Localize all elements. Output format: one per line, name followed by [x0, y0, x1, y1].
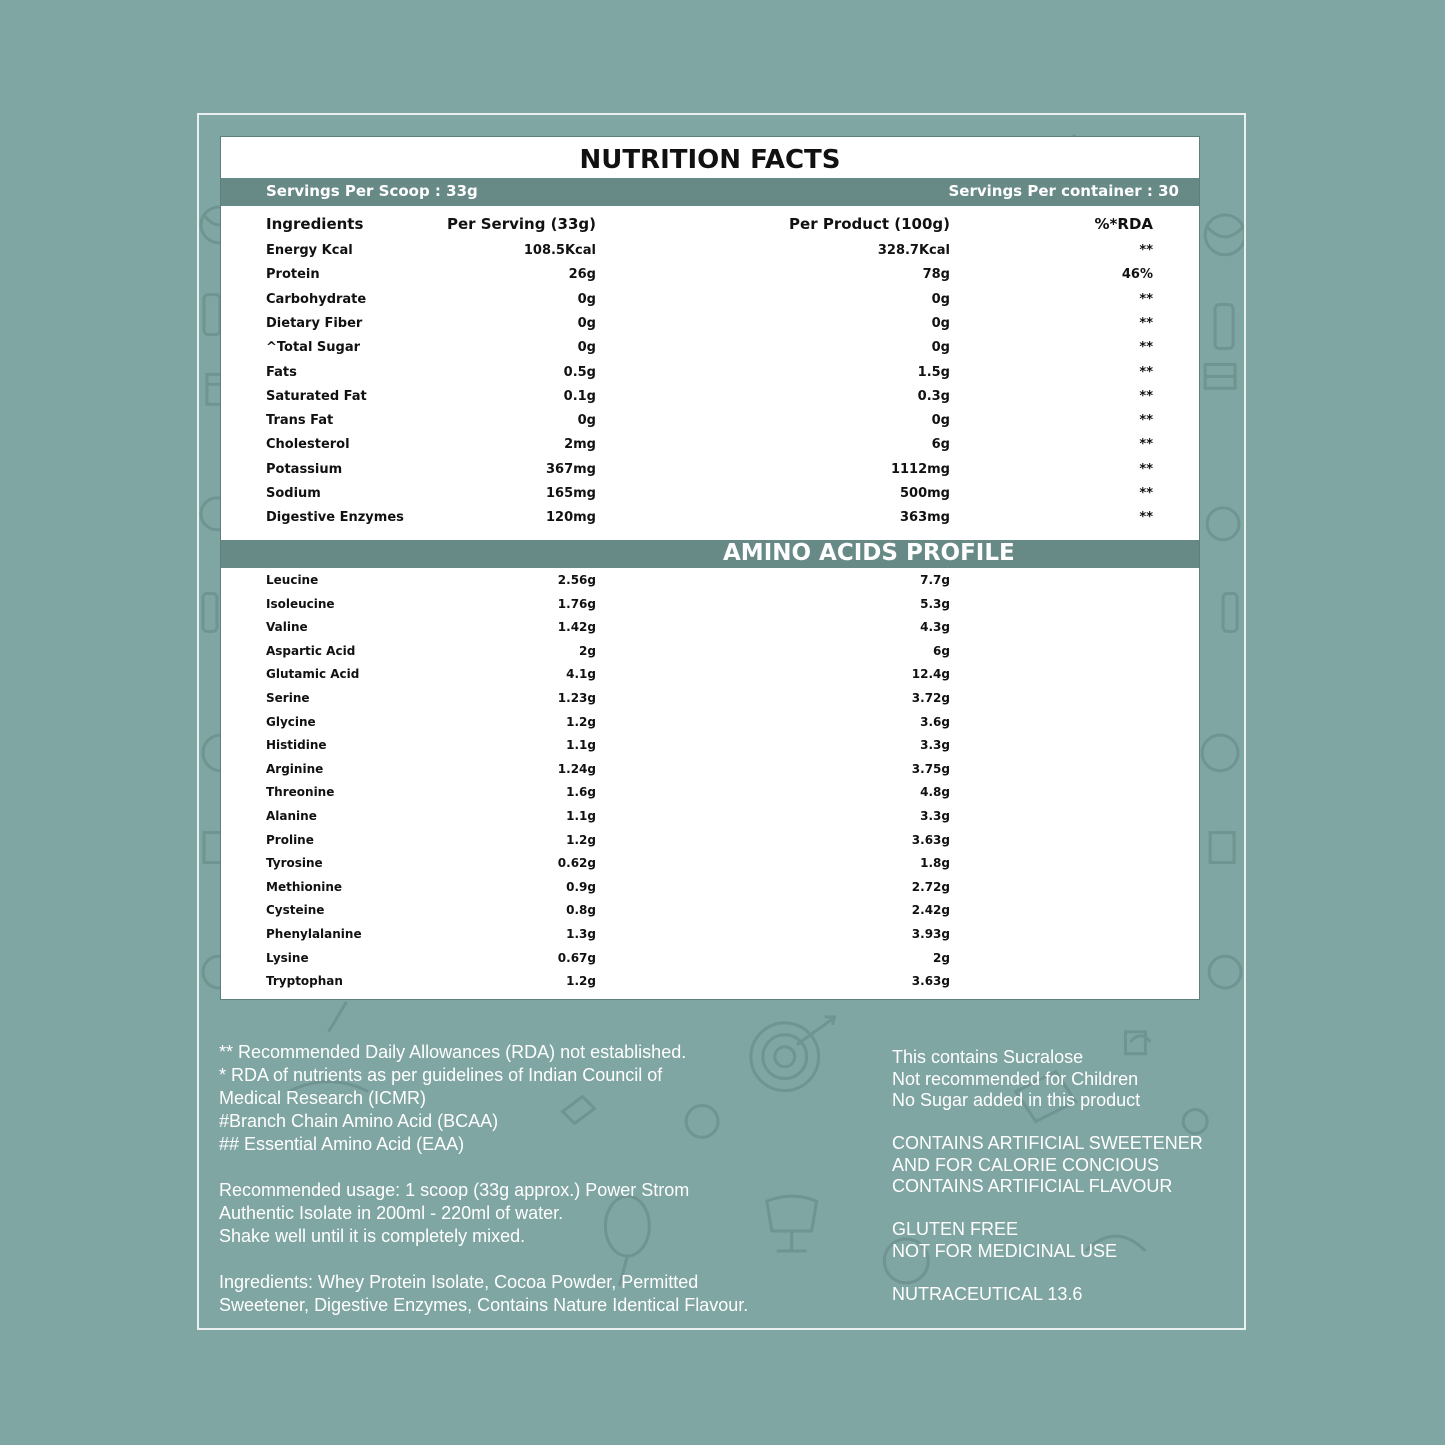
ingredients-line2: Sweetener, Digestive Enzymes, Contains Nature Identical Flavour.: [219, 1295, 749, 1315]
amino-name: Tyrosine: [266, 856, 323, 871]
nutrient-row: [221, 486, 1199, 506]
usage-line1: Recommended usage: 1 scoop (33g approx.) Power Strom: [219, 1180, 690, 1200]
amino-per-product: 3.93g: [911, 927, 950, 941]
amino-per-product: 4.3g: [920, 620, 950, 635]
nutrient-row: [221, 340, 1199, 360]
amino-row: [221, 762, 1199, 782]
amino-per-serving: 1.1g: [566, 738, 596, 753]
amino-per-serving: 0.8g: [566, 903, 596, 918]
amino-per-serving: 0.62g: [557, 856, 596, 871]
nutrient-name: Dietary Fiber: [266, 315, 363, 331]
usage-line2: Authentic Isolate in 200ml - 220ml of water.: [219, 1203, 564, 1223]
amino-row: [221, 974, 1199, 994]
nutrient-per-serving: 2mg: [564, 437, 596, 453]
amino-row: [221, 951, 1199, 971]
amino-per-serving: 1.3g: [566, 927, 596, 941]
amino-name: Glutamic Acid: [266, 667, 360, 682]
amino-per-serving: 1.76g: [557, 596, 596, 611]
nutrient-per-serving: 0g: [577, 291, 596, 307]
amino-row: [221, 833, 1199, 853]
nutrient-name: Cholesterol: [266, 437, 350, 453]
amino-per-product: 3.72g: [911, 691, 950, 705]
amino-per-serving: 1.6g: [566, 785, 596, 800]
nutrient-rda: **: [1139, 461, 1153, 477]
nutrient-row: [221, 316, 1199, 336]
nutrient-row: [221, 365, 1199, 385]
amino-row: [221, 644, 1199, 664]
nutrient-name: Sodium: [266, 486, 321, 501]
nutrient-per-serving: 0g: [577, 413, 596, 429]
header-rda: %*RDA: [1094, 215, 1153, 233]
amino-name: Leucine: [266, 573, 319, 587]
amino-name: Cysteine: [266, 903, 325, 918]
amino-per-product: 4.8g: [920, 785, 950, 800]
nutrient-per-product: 1112mg: [890, 461, 950, 477]
nutrition-facts-title: NUTRITION FACTS: [579, 145, 841, 175]
nutrient-rda: **: [1139, 340, 1153, 356]
amino-row: [221, 738, 1199, 758]
nutrient-name: Saturated Fat: [266, 388, 367, 404]
nutrient-name: ^Total Sugar: [266, 340, 361, 356]
amino-per-serving: 1.2g: [566, 974, 596, 989]
nutrient-name: Energy Kcal: [266, 243, 353, 258]
nutrient-name: Protein: [266, 267, 320, 283]
rda-note: ** Recommended Daily Allowances (RDA) not established.: [219, 1042, 687, 1062]
amino-per-serving: 1.23g: [557, 691, 596, 705]
amino-band: [221, 540, 1199, 568]
nutrient-per-product: 0.3g: [917, 388, 950, 404]
sweetener-note: CONTAINS ARTIFICIAL SWEETENER: [892, 1133, 1203, 1153]
amino-per-serving: 1.24g: [557, 761, 596, 776]
amino-per-product: 3.63g: [911, 832, 950, 847]
nutrient-per-product: 363mg: [900, 510, 950, 526]
nutrient-rda: **: [1139, 291, 1153, 307]
header-per-product: Per Product (100g): [789, 215, 950, 233]
nutrient-rda: **: [1139, 364, 1153, 380]
nutrition-facts-panel: [220, 136, 1200, 1000]
nutrient-per-serving: 0.5g: [563, 364, 596, 380]
notes-left: [219, 1041, 839, 1317]
amino-name: Methionine: [266, 879, 343, 894]
nutrient-name: Digestive Enzymes: [266, 510, 404, 526]
nutrient-row: [221, 267, 1199, 287]
nutrient-per-serving: 0g: [577, 340, 596, 356]
nutrient-per-serving: 26g: [568, 267, 596, 283]
servings-per-scoop: Servings Per Scoop : 33g: [266, 182, 478, 200]
nutrient-per-product: 500mg: [900, 486, 950, 501]
children-note: Not recommended for Children: [892, 1068, 1139, 1089]
nutrient-per-product: 1.5g: [917, 364, 950, 380]
amino-per-product: 2g: [933, 950, 950, 965]
nutraceutical-note: NUTRACEUTICAL 13.6: [892, 1283, 1083, 1304]
amino-per-product: 3.63g: [911, 974, 950, 989]
nutrient-per-serving: 120mg: [546, 510, 596, 526]
nutrient-row: [221, 292, 1199, 312]
amino-row: [221, 903, 1199, 923]
nutrient-per-serving: 367mg: [546, 461, 596, 477]
amino-per-product: 7.7g: [920, 573, 950, 587]
amino-row: [221, 785, 1199, 805]
nutrient-name: Trans Fat: [266, 413, 334, 429]
amino-per-product: 3.6g: [920, 714, 950, 729]
amino-per-serving: 1.42g: [557, 620, 596, 635]
nutrient-per-serving: 0g: [577, 315, 596, 331]
amino-name: Serine: [266, 691, 310, 705]
header-ingredients: Ingredients: [266, 215, 364, 233]
amino-per-product: 3.75g: [911, 761, 950, 776]
usage-line3: Shake well until it is completely mixed.: [219, 1226, 526, 1246]
nutrient-rda: 46%: [1121, 267, 1153, 283]
amino-name: Alanine: [266, 809, 317, 823]
nutrient-row: [221, 389, 1199, 409]
gluten-note: GLUTEN FREE: [892, 1219, 1019, 1239]
amino-per-serving: 0.9g: [566, 879, 596, 894]
nutrient-per-product: 0g: [931, 315, 950, 331]
amino-name: Glycine: [266, 714, 316, 729]
no-sugar-note: No Sugar added in this product: [892, 1090, 1141, 1110]
amino-name: Lysine: [266, 950, 309, 965]
amino-row: [221, 927, 1199, 947]
nutrient-per-product: 6g: [931, 437, 950, 453]
nutrient-rda: **: [1139, 243, 1153, 258]
amino-name: Phenylalanine: [266, 927, 362, 941]
nutrient-rda: **: [1139, 486, 1153, 501]
amino-per-product: 2.72g: [911, 879, 950, 894]
amino-name: Histidine: [266, 738, 327, 753]
nutrient-name: Potassium: [266, 461, 343, 477]
amino-per-serving: 1.1g: [566, 809, 596, 823]
nutrient-per-product: 78g: [922, 267, 950, 283]
icmr-note-line2: Medical Research (ICMR): [219, 1088, 427, 1108]
amino-row: [221, 691, 1199, 711]
servings-per-container: Servings Per container : 30: [948, 182, 1179, 200]
nutrient-per-product: 0g: [931, 413, 950, 429]
nutrient-row: [221, 462, 1199, 482]
amino-per-serving: 1.2g: [566, 714, 596, 729]
amino-per-serving: 1.2g: [566, 832, 596, 847]
ingredients-line1: Ingredients: Whey Protein Isolate, Cocoa Powder, Permitted: [219, 1272, 699, 1292]
amino-row: [221, 715, 1199, 735]
amino-row: [221, 597, 1199, 617]
nutrient-per-serving: 165mg: [546, 486, 596, 501]
amino-per-serving: 2.56g: [557, 573, 596, 587]
nutrient-rda: **: [1139, 315, 1153, 331]
amino-name: Isoleucine: [266, 596, 335, 611]
eaa-note: ## Essential Amino Acid (EAA): [219, 1134, 465, 1154]
nutrient-rda: **: [1139, 388, 1153, 404]
bcaa-note: #Branch Chain Amino Acid (BCAA): [219, 1111, 499, 1131]
nutrient-rda: **: [1139, 510, 1153, 526]
amino-per-product: 5.3g: [920, 596, 950, 611]
amino-row: [221, 880, 1199, 900]
sucralose-note: This contains Sucralose: [892, 1047, 1084, 1067]
amino-name: Arginine: [266, 761, 324, 776]
amino-row: [221, 856, 1199, 876]
amino-per-serving: 2g: [579, 643, 596, 658]
amino-row: [221, 620, 1199, 640]
nutrient-row: [221, 413, 1199, 433]
calorie-note: AND FOR CALORIE CONCIOUS: [892, 1154, 1160, 1175]
amino-per-serving: 0.67g: [557, 950, 596, 965]
nutrient-row: [221, 510, 1199, 530]
nutrient-row: [221, 437, 1199, 457]
amino-per-product: 12.4g: [911, 667, 950, 682]
amino-per-product: 3.3g: [920, 809, 950, 823]
nutrient-rda: **: [1139, 413, 1153, 429]
amino-row: [221, 667, 1199, 687]
nutrient-row: [221, 243, 1199, 263]
amino-row: [221, 809, 1199, 829]
amino-name: Aspartic Acid: [266, 643, 356, 658]
nutrient-per-product: 0g: [931, 340, 950, 356]
amino-name: Valine: [266, 620, 308, 635]
header-per-serving: Per Serving (33g): [446, 215, 596, 233]
amino-name: Threonine: [266, 785, 335, 800]
amino-acids-title: AMINO ACIDS PROFILE: [723, 540, 1015, 566]
nutrient-rda: **: [1139, 437, 1153, 453]
nutrient-per-product: 0g: [931, 291, 950, 307]
amino-row: [221, 573, 1199, 593]
amino-per-serving: 4.1g: [566, 667, 596, 682]
amino-name: Proline: [266, 832, 314, 847]
notes-right: [892, 1047, 1237, 1305]
nutrient-per-serving: 108.5Kcal: [523, 243, 596, 258]
icmr-note-line1: * RDA of nutrients as per guidelines of Indian Council of: [219, 1065, 663, 1085]
amino-name: Tryptophan: [266, 974, 343, 989]
amino-per-product: 1.8g: [920, 856, 950, 871]
servings-band: [221, 178, 1199, 206]
nutrient-per-product: 328.7Kcal: [877, 243, 950, 258]
nutrient-name: Fats: [266, 364, 297, 380]
medicinal-note: NOT FOR MEDICINAL USE: [892, 1240, 1118, 1261]
nutrient-name: Carbohydrate: [266, 291, 367, 307]
amino-per-product: 3.3g: [920, 738, 950, 753]
nutrient-per-serving: 0.1g: [563, 388, 596, 404]
flavour-note: CONTAINS ARTIFICIAL FLAVOUR: [892, 1176, 1173, 1196]
amino-per-product: 2.42g: [911, 903, 950, 918]
amino-per-product: 6g: [933, 643, 950, 658]
